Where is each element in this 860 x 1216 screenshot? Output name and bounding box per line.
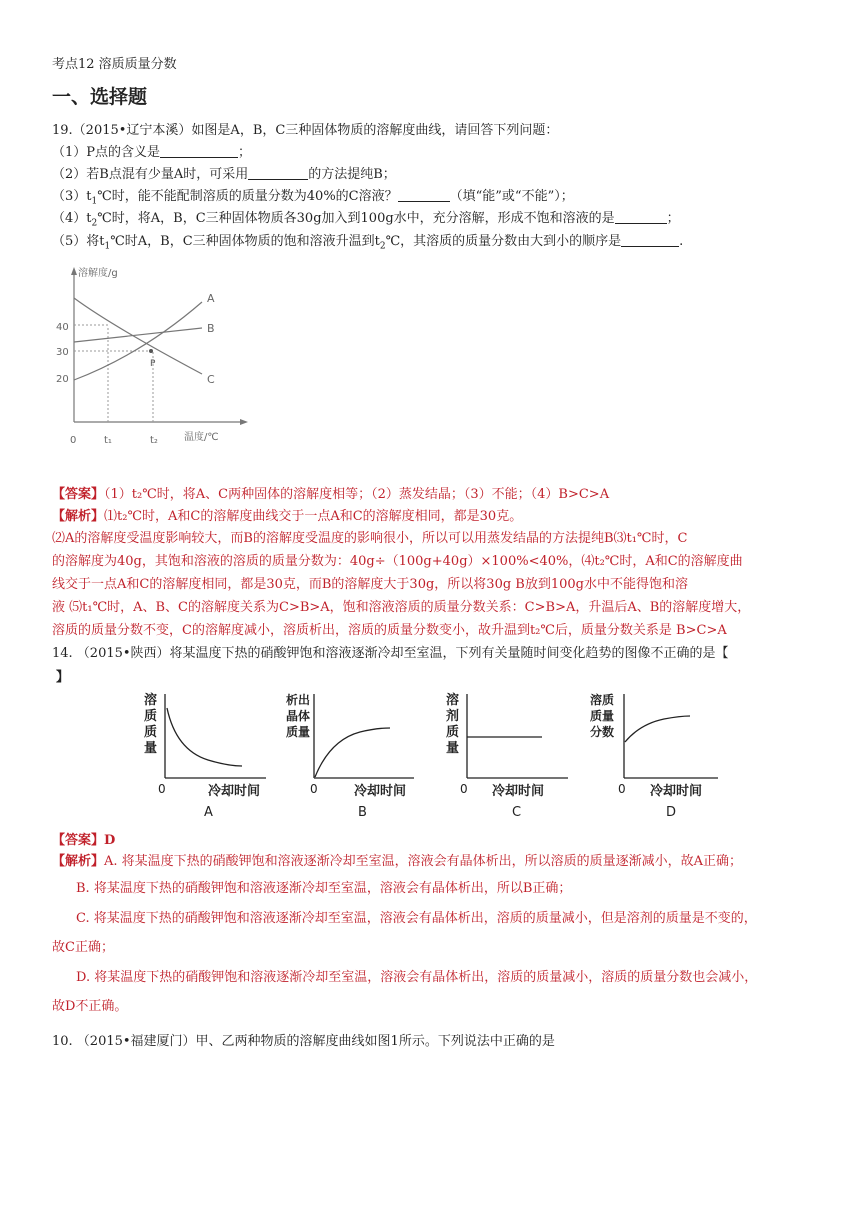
svg-text:冷却时间: 冷却时间 xyxy=(208,784,261,799)
curve-a xyxy=(74,302,202,380)
svg-text:0: 0 xyxy=(310,782,318,796)
answer-blank xyxy=(248,166,308,180)
graph-origin: 0 xyxy=(70,435,77,446)
answer-blank xyxy=(398,188,450,202)
answer-blank xyxy=(621,233,679,247)
x-axis-arrow xyxy=(240,419,248,425)
svg-text:0: 0 xyxy=(618,782,626,796)
answer-blank xyxy=(160,144,238,158)
svg-text:质量: 质量 xyxy=(590,709,615,723)
svg-text:析出: 析出 xyxy=(286,693,311,707)
svg-text:0: 0 xyxy=(158,782,166,796)
curve-c-label: C xyxy=(207,373,215,386)
q19-answer: 【答案】（1）t₂℃时，将A、C两种固体的溶解度相等；（2）蒸发结晶；（3）不能；（4）B>C>A xyxy=(52,487,610,502)
q19-part5: （5）将$t_1℃$时A，B，C三种固体物质的饱和溶液升温到$t_2℃$，其溶质的质量分数由大到小的顺序是 . xyxy=(52,234,684,252)
q19-part3: $(3)t_1℃$时，能不能配制溶质的质量分数为40%的C溶液？ （填“能”或“不能”）； xyxy=(52,189,574,207)
choice-letter-b: B xyxy=(358,805,367,820)
q14-graph-c xyxy=(440,688,572,822)
q19-explanation-5: 液 ⑸t₁℃时，A、B、C的溶解度关系为C>B>A，饱和溶液溶质的质量分数关系：C>B>A，升温后A、B的溶解度增大， xyxy=(52,600,751,615)
svg-text:晶体: 晶体 xyxy=(286,709,311,723)
svg-text:溶: 溶 xyxy=(144,693,158,708)
q19-explanation-6: 溶质的质量分数不变，C的溶解度减小，溶质析出，溶质的质量分数变小，故升温到t₂℃后，质量分数关系是 B>C>A xyxy=(52,623,727,638)
q19-explanation-1: 【解析】⑴t₂℃时，A和C的溶解度曲线交于一点A和C的溶解度相同，都是30克。 xyxy=(52,509,523,524)
q19-part1: （1）P点的含义是 ； xyxy=(52,145,252,160)
q19-explanation-3: 的溶解度为40g，其饱和溶液的溶质的质量分数为：40g÷（100g+40g）×100%<40%，⑷t₂℃时，A和C的溶解度曲 xyxy=(52,554,743,569)
curve-b-label: B xyxy=(207,322,215,335)
xtick-t2: t₂ xyxy=(150,435,158,446)
choice-letter-d: D xyxy=(666,805,677,820)
q14-explanation-b: B. 将某温度下热的硝酸钾饱和溶液逐渐冷却至室温，溶液会有晶体析出，所以B正确； xyxy=(76,881,572,896)
curve-b xyxy=(74,328,202,342)
q14-stem: 14. （2015•陕西）将某温度下热的硝酸钾饱和溶液逐渐冷却至室温，下列有关量随时间变化趋势的图像不正确的是【 xyxy=(52,646,729,661)
ytick-20: 20 xyxy=(56,374,69,385)
svg-text:质: 质 xyxy=(446,725,460,740)
q14-explanation-c1: C. 将某温度下热的硝酸钾饱和溶液逐渐冷却至室温，溶液会有晶体析出，溶质的质量减小，但是溶剂的质量是不变的， xyxy=(76,911,757,926)
q19-explanation-2: ⑵A的溶解度受温度影响较大，而B的溶解度受温度的影响很小，所以可以用蒸发结晶的方法提纯B⑶t₁℃时，C xyxy=(52,531,688,546)
q14-graph-b xyxy=(284,688,416,822)
curve-a-label: A xyxy=(207,292,215,305)
svg-text:冷却时间: 冷却时间 xyxy=(354,784,407,799)
ytick-30: 30 xyxy=(56,347,69,358)
q14-explanation-c2: 故C正确； xyxy=(52,940,114,955)
svg-text:分数: 分数 xyxy=(590,725,615,739)
choice-letter-a: A xyxy=(204,805,213,820)
q10-stem: 10. （2015•福建厦门）甲、乙两种物质的溶解度曲线如图1所示。下列说法中正确的是 xyxy=(52,1034,555,1049)
svg-text:冷却时间: 冷却时间 xyxy=(492,784,545,799)
q14-bracket: 】 xyxy=(56,670,70,685)
q19-part2: （2）若B点混有少量A时，可采用 的方法提纯B； xyxy=(52,167,396,182)
ytick-40: 40 xyxy=(56,322,69,333)
svg-text:量: 量 xyxy=(446,741,460,756)
q19-stem: 19.（2015•辽宁本溪）如图是A，B，C三种固体物质的溶解度曲线，请回答下列问题： xyxy=(52,123,559,138)
solubility-graph xyxy=(52,262,252,454)
q14-explanation-d2: 故D不正确。 xyxy=(52,999,128,1014)
svg-text:质: 质 xyxy=(144,709,158,724)
q14-graph-a xyxy=(138,688,270,822)
svg-text:质: 质 xyxy=(144,725,158,740)
q14-answer: 【答案】D xyxy=(52,833,116,848)
answer-blank xyxy=(615,210,667,224)
q14-explanation-a: 【解析】A. 将某温度下热的硝酸钾饱和溶液逐渐冷却至室温，溶液会有晶体析出，所以溶质的质量逐渐减小，故A正确； xyxy=(52,854,743,869)
curve-decreasing xyxy=(167,708,242,766)
graph-ylabel: 溶解度/g xyxy=(78,268,118,279)
choice-letter-c: C xyxy=(512,805,522,820)
curve-increasing xyxy=(625,716,690,742)
svg-text:溶质: 溶质 xyxy=(590,693,615,707)
svg-text:剂: 剂 xyxy=(446,709,460,724)
curve-increasing xyxy=(315,728,390,777)
curve-c xyxy=(74,298,202,374)
q19-part4: $(4)t_2℃$时，将A，B，C三种固体物质各30g加入到100g水中，充分溶解，形成不饱和溶液的是 ； xyxy=(52,211,680,229)
y-axis-arrow xyxy=(71,267,77,275)
topic-header: 考点12 溶质质量分数 xyxy=(52,57,177,72)
svg-text:溶: 溶 xyxy=(446,693,460,708)
svg-text:冷却时间: 冷却时间 xyxy=(650,784,703,799)
q19-explanation-4: 线交于一点A和C的溶解度相同，都是30克，而B的溶解度大于30g，所以将30g B放到100g水中不能得饱和溶 xyxy=(52,577,688,592)
point-p xyxy=(149,349,153,353)
svg-text:0: 0 xyxy=(460,782,468,796)
graph-xlabel: 温度/℃ xyxy=(184,432,219,443)
q14-explanation-d1: D. 将某温度下热的硝酸钾饱和溶液逐渐冷却至室温，溶液会有晶体析出，溶质的质量减小，溶质的质量分数也会减小， xyxy=(76,970,758,985)
svg-text:量: 量 xyxy=(144,741,158,756)
xtick-t1: t₁ xyxy=(104,435,112,446)
svg-text:质量: 质量 xyxy=(286,725,311,739)
point-p-label: P xyxy=(150,359,156,369)
section-title: 一、选择题 xyxy=(52,86,148,108)
q14-graph-d xyxy=(586,688,722,822)
